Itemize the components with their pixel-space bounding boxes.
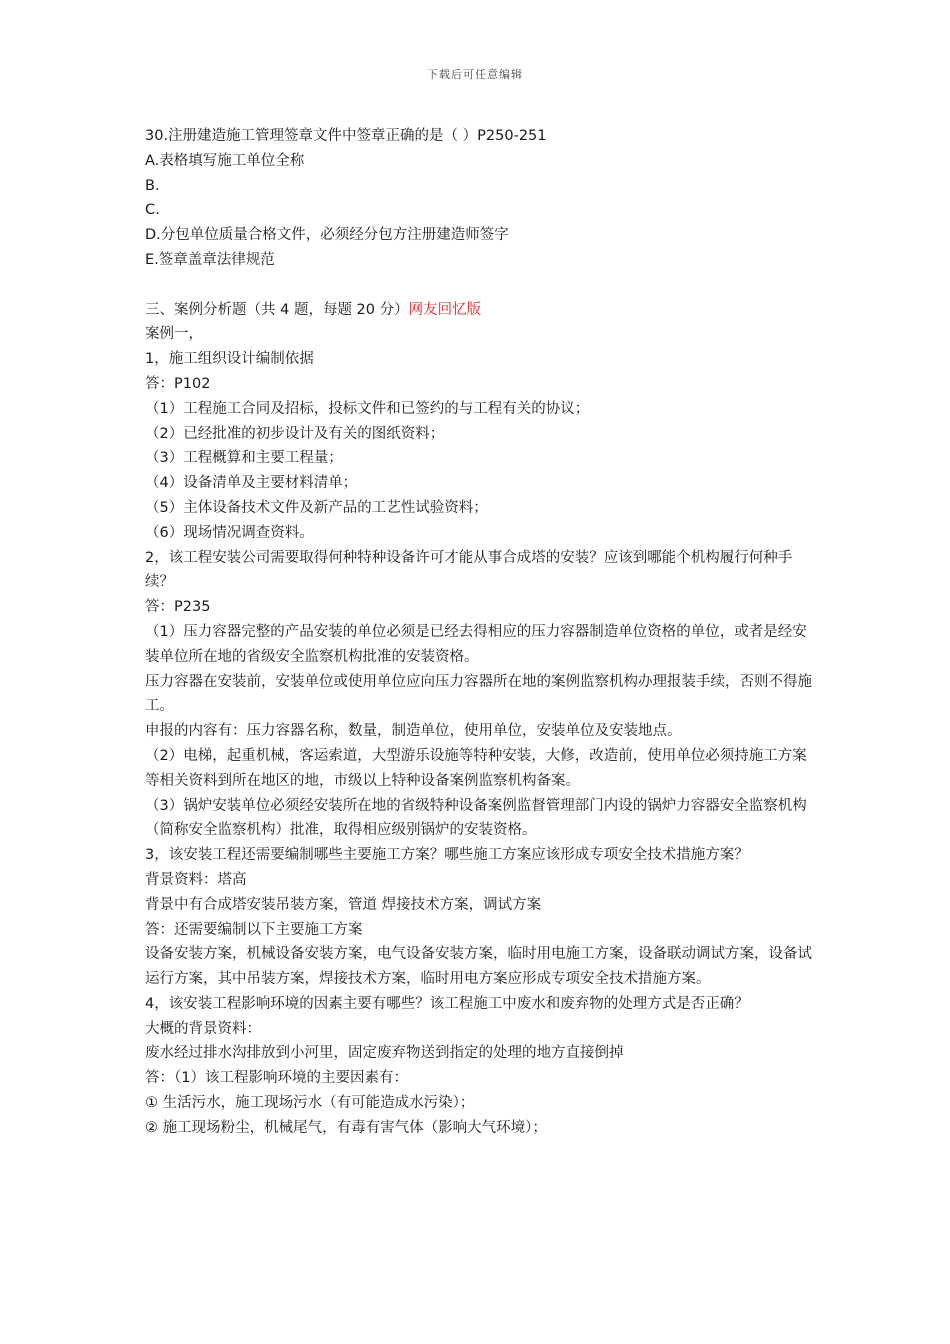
q1-item-6: （6）现场情况调查资料。	[145, 524, 314, 541]
q3-answer-intro: 答：还需要编制以下主要施工方案	[145, 921, 363, 938]
q2-paragraph-4: （2）电梯，起重机械，客运索道，大型游乐设施等特种安装，大修，改造前，使用单位必须持施工方案等相关资料到所在地区的地，市级以上特种设备案例监察机构备案。	[145, 747, 807, 789]
q4-question: 4，该安装工程影响环境的因素主要有哪些？该工程施工中废水和废弃物的处理方式是否正确？	[145, 995, 749, 1012]
section-title	[145, 298, 813, 323]
q1-item-5: （5）主体设备技术文件及新产品的工艺性试验资料；	[145, 499, 488, 516]
q2-answer-label: 答：P235	[145, 599, 211, 616]
q2-question: 2，该工程安装公司需要取得何种特种设备许可才能从事合成塔的安装？应该到哪能个机构履行何种手续？	[145, 549, 793, 591]
q3-background-text: 背景中有合成塔安装吊装方案，管道 焊接技术方案，调试方案	[145, 896, 542, 913]
spacer	[145, 273, 813, 298]
q30-option-e: E.签章盖章法律规范	[145, 251, 275, 268]
q30-stem: 30.注册建造施工管理签章文件中签章正确的是（ ）P250-251	[145, 128, 547, 144]
q4-background-label: 大概的背景资料：	[145, 1020, 261, 1037]
section-title-note: 网友回忆版	[408, 301, 482, 318]
q30-option-c: C.	[145, 202, 160, 219]
q4-item-2: ② 施工现场粉尘，机械尾气，有毒有害气体（影响大气环境）；	[145, 1119, 547, 1136]
q2-paragraph-2: 压力容器在安装前，安装单位或使用单位应向压力容器所在地的案例监察机构办理报装手续，否则不得施工。	[145, 673, 812, 715]
q1-item-2: （2）已经批准的初步设计及有关的图纸资料；	[145, 425, 445, 442]
case-label: 案例一，	[145, 326, 203, 343]
q4-answer-intro: 答：（1）该工程影响环境的主要因素有：	[145, 1070, 408, 1087]
page-header: 下载后可任意编辑	[427, 68, 523, 81]
section-title-text: 三、案例分析题（共 4 题，每题 20 分）	[145, 301, 409, 318]
q30-option-b: B.	[145, 177, 160, 194]
q2-paragraph-3: 申报的内容有：压力容器名称，数量，制造单位，使用单位，安装单位及安装地点。	[145, 723, 682, 740]
q3-background-label: 背景资料：塔高	[145, 871, 247, 888]
q4-item-1: ① 生活污水，施工现场污水（有可能造成水污染）；	[145, 1095, 475, 1112]
q1-answer-label: 答：P102	[145, 375, 211, 392]
q4-background-text: 废水经过排水沟排放到小河里，固定废弃物送到指定的处理的地方直接倒掉	[145, 1045, 624, 1062]
q1-item-4: （4）设备清单及主要材料清单；	[145, 475, 358, 492]
document-body	[145, 124, 813, 1141]
q2-paragraph-5: （3）锅炉安装单位必须经安装所在地的省级特种设备案例监督管理部门内设的锅炉力容器安全监察机构（简称安全监察机构）批准，取得相应级别锅炉的安装资格。	[145, 797, 807, 839]
q1-item-1: （1）工程施工合同及招标，投标文件和已签约的与工程有关的协议；	[145, 400, 590, 417]
q1-question: 1，施工组织设计编制依据	[145, 351, 314, 368]
q30-option-d: D.分包单位质量合格文件，必须经分包方注册建造师签字	[145, 227, 509, 244]
q2-paragraph-1: （1）压力容器完整的产品安装的单位必须是已经去得相应的压力容器制造单位资格的单位，或者是经安装单位所在地的省级安全监察机构批准的安装资格。	[145, 623, 807, 665]
q3-answer-text: 设备安装方案，机械设备安装方案，电气设备安装方案，临时用电施工方案，设备联动调试方案，设备试运行方案，其中吊装方案，焊接技术方案，临时用电方案应形成专项安全技术措施方案。	[145, 946, 812, 988]
q3-question: 3，该安装工程还需要编制哪些主要施工方案？哪些施工方案应该形成专项安全技术措施方案？	[145, 847, 749, 864]
q30-option-a: A.表格填写施工单位全称	[145, 152, 305, 169]
q1-item-3: （3）工程概算和主要工程量；	[145, 450, 343, 467]
